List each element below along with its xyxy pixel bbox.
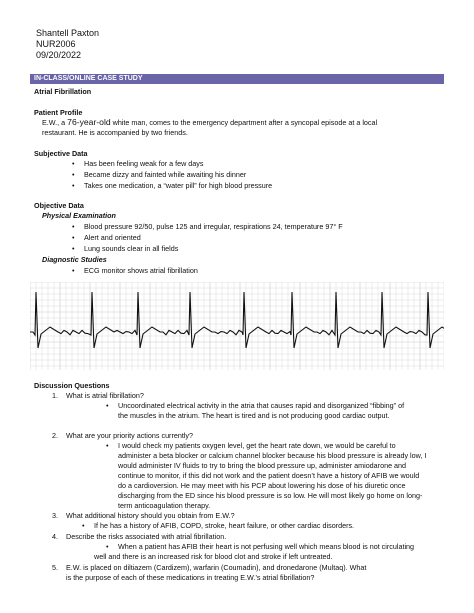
answer-1-line-1: • Uncoordinated electrical activity in the atria that causes rapid and disorganized “fibbing” of: [118, 401, 404, 410]
subjective-item: • Takes one medication, a “water pill” for high blood pressure: [84, 181, 272, 190]
answer-2-line: continue to monitor, if this did not work and the patient doesn’t have a history of AFIB we would: [118, 471, 420, 480]
case-title: Atrial Fibrillation: [34, 87, 92, 96]
question-1-number: 1.: [52, 391, 58, 400]
question-5-number: 5.: [52, 563, 58, 572]
diagnostic-item: • ECG monitor shows atrial fibrillation: [84, 266, 198, 275]
question-3-number: 3.: [52, 511, 58, 520]
subjective-item: • Became dizzy and fainted while awaiting his dinner: [84, 170, 246, 179]
discussion-heading: Discussion Questions: [34, 381, 110, 390]
answer-1-line-2: the muscles in the atrium. The heart is tired and is not producing good cardiac output.: [118, 411, 390, 420]
answer-2-line: term anticoagulation therapy.: [118, 501, 211, 510]
profile-line-1: [42, 118, 377, 127]
physical-item: • Lung sounds clear in all fields: [84, 244, 178, 253]
profile-line-1-start: E.W., a: [42, 118, 68, 127]
answer-4-line-2: well and there is an increased risk for blood clot and stroke if left untreated.: [94, 552, 333, 561]
question-1: What is atrial fibrillation?: [66, 391, 144, 400]
profile-line-1-end: white man, comes to the emergency department after a syncopal episode at a local: [110, 118, 378, 127]
diagnostic-heading: Diagnostic Studies: [42, 255, 107, 264]
profile-heading: Patient Profile: [34, 108, 83, 117]
question-5-line-2: is the purpose of each of these medications in treating E.W.’s atrial fibrillation?: [66, 573, 315, 582]
question-3: What additional history should you obtain from E.W.?: [66, 511, 235, 520]
answer-2-line: would administer IV fluids to try to bring the blood pressure up, administer amiodarone and: [118, 461, 407, 470]
answer-2-line: do a cardioversion. He may meet with his PCP about lowering his dose of his diuretic once: [118, 481, 406, 490]
author-name: Shantell Paxton: [36, 28, 100, 38]
objective-heading: Objective Data: [34, 201, 84, 210]
question-4-number: 4.: [52, 532, 58, 541]
ecg-trace: [30, 292, 444, 348]
ecg-strip-icon: [30, 282, 444, 370]
physical-item: • Alert and oriented: [84, 233, 141, 242]
physical-exam-heading: Physical Examination: [42, 211, 116, 220]
case-study-banner: IN-CLASS/ONLINE CASE STUDY: [30, 74, 444, 84]
question-5-line-1: E.W. is placed on diltiazem (Cardizem), warfarin (Coumadin), and dronedarone (Multaq). What: [66, 563, 367, 572]
question-4: Describe the risks associated with atrial fibrillation.: [66, 532, 227, 541]
question-2-number: 2.: [52, 431, 58, 440]
answer-2-line: administer a beta blocker or calcium channel blocker because his blood pressure is already low, I: [118, 451, 427, 460]
patient-age: 76-year-old: [67, 117, 111, 127]
answer-4-line-1: • When a patient has AFIB their heart is not perfusing well which means blood is not circulating: [118, 542, 414, 551]
answer-2-line: • I would check my patients oxygen level, get the heart rate down, we would be careful to: [118, 441, 396, 450]
subjective-heading: Subjective Data: [34, 149, 88, 158]
physical-item: • Blood pressure 92/50, pulse 125 and irregular, respirations 24, temperature 97° F: [84, 222, 343, 231]
answer-3: • If he has a history of AFIB, COPD, stroke, heart failure, or other cardiac disorders.: [94, 521, 354, 530]
answer-2-line: discharging from the ED since his blood pressure is so low. He will most likely go home on long-: [118, 491, 423, 500]
document-date: 09/20/2022: [36, 50, 82, 60]
profile-line-2: restaurant. He is accompanied by two friends.: [42, 128, 188, 137]
subjective-item: • Has been feeling weak for a few days: [84, 159, 203, 168]
course-code: NUR2006: [36, 39, 76, 49]
question-2: What are your priority actions currently?: [66, 431, 194, 440]
